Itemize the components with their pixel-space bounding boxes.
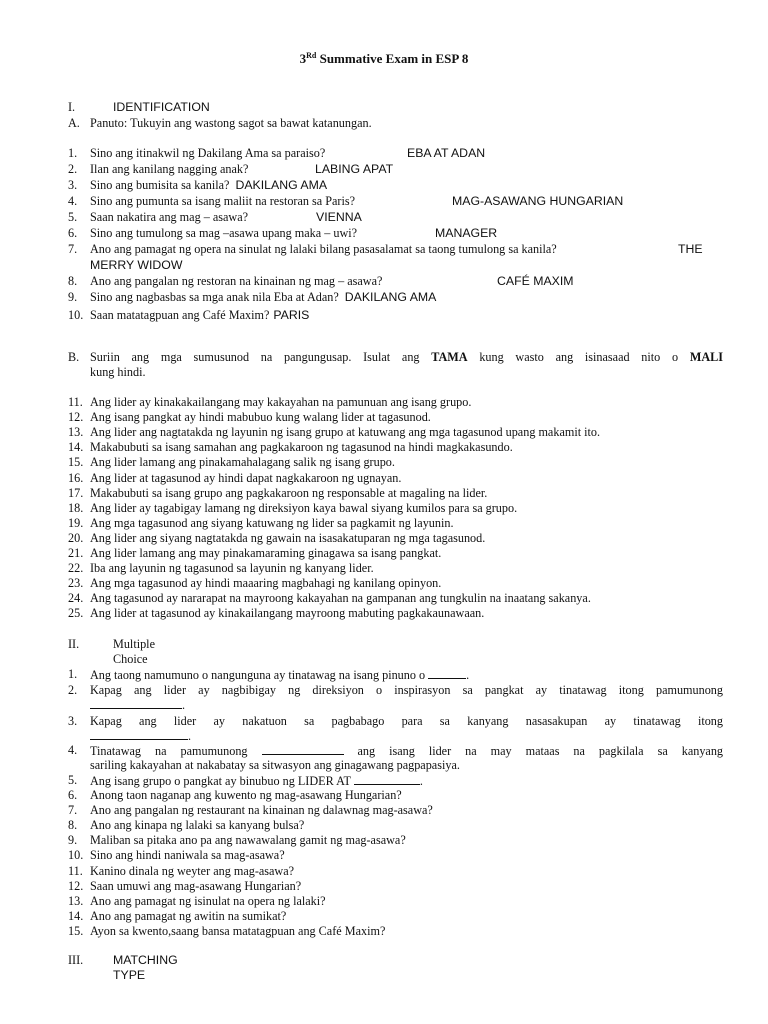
section-heading: MATCHING TYPE [113,953,178,982]
item-number: 22. [68,561,84,576]
answer-blank [90,728,188,740]
statement-text: Ang mga tagasunod ay hindi maaaring magbahagi ng kanilang opinyon. [90,576,442,591]
question-text: Sino ang hindi naniwala sa mag-asawa? [90,848,285,863]
item-number: 23. [68,576,84,591]
answer-text: LABING APAT [315,162,394,176]
answer-blank [262,743,344,755]
section-heading: IDENTIFICATION [113,100,210,114]
instruction-text: Panuto: Tukuyin ang wastong sagot sa bawat katanungan. [90,116,372,130]
item-number: 12. [68,878,84,893]
question-text: Sino ang itinakwil ng Dakilang Ama sa paraiso? [90,146,326,160]
question-text: Ano ang pamagat ng isinulat na opera ng lalaki? [90,893,326,908]
answer-text: CAFÉ MAXIM [497,274,574,288]
item-number: 18. [68,500,84,515]
question-text: Sino ang bumisita sa kanila? [90,178,230,192]
page-title: 3Rd Summative Exam in ESP 8 [299,51,469,66]
item-number: 17. [68,485,84,500]
statement-text: Ang lider ang nagtatakda ng layunin ng isang grupo at katuwang ang mga tagasunod upang makamit ito. [90,425,601,440]
part-letter: A. [68,116,80,130]
statement-text: Ang mga tagasunod ang siyang katuwang ng lider sa pagkamit ng layunin. [90,515,454,530]
item-number: 16. [68,470,84,485]
answer-blank [90,697,182,709]
keyword-mali: MALI [689,350,724,364]
answer-text: VIENNA [316,210,362,224]
question-text: Ilan ang kanilang nagging anak? [90,162,249,176]
answer-blank [354,773,420,785]
item-number: 11. [68,395,83,409]
question-text: Saan nakatira ang mag – asawa? [90,210,249,224]
question-text: Ano ang kinapa ng lalaki sa kanyang bulsa? [90,818,305,833]
item-number: 19. [68,515,84,530]
item-number: 10. [68,848,84,863]
statement-text: Makabubuti sa isang samahan ang pagkakaroon ng tagasunod na hindi magkakasundo. [90,440,513,455]
item-number: 9. [68,833,78,848]
question-text: Ano ang pamagat ng awitin na sumikat? [90,908,287,923]
answer-blank [428,667,466,679]
question-text: Anong taon naganap ang kuwento ng mag-asawang Hungarian? [90,788,402,802]
answer-text: PARIS [273,308,310,322]
item-number: 21. [68,546,84,560]
item-number: 14. [68,908,84,923]
question-text: Ayon sa kwento,saang bansa matatagpuan ang Café Maxim? [90,923,386,938]
item-number: 15. [68,455,84,470]
question-text: Saan matatagpuan ang Café Maxim? [90,308,270,322]
statement-text: Ang lider at tagasunod ay kinakailangang mayroong mabuting pagkakaunawaan. [90,606,485,621]
statement-text: Ang lider ang siyang nagtatakda ng gawain na isasakatuparan ng mga tagasunod. [90,530,486,545]
statement-text: Ang isang pangkat ay hindi mabubuo kung walang lider at tagasunod. [90,410,431,425]
item-number: 8. [68,818,78,833]
answer-text: MERRY WIDOW [90,258,183,272]
item-number: 25. [68,606,84,621]
answer-text: DAKILANG AMA [235,178,328,192]
answer-text: MAG-ASAWANG HUNGARIAN [452,194,624,208]
section-heading: Multiple Choice [113,637,155,666]
question-text: Saan umuwi ang mag-asawang Hungarian? [90,878,302,893]
item-number: 20. [68,530,84,545]
item-number: 6. [68,788,78,802]
statement-text: Ang lider ay tagabigay lamang ng direksiyon kaya bawal siyang kumilos para sa grupo. [90,500,518,515]
question-text: Sino ang pumunta sa isang maliit na restoran sa Paris? [90,194,356,208]
item-number: 13. [68,893,84,908]
statement-text: Ang lider lamang ang pinakamahalagang salik ng isang grupo. [90,455,395,470]
question-text: Kanino dinala ng weyter ang mag-asawa? [90,863,295,878]
statement-text: Iba ang layunin ng tagasunod sa layunin ng kanyang lider. [90,561,374,576]
statement-text: Ang tagasunod ay nararapat na mayroong kakayahan na gampanan ang tungkulin na inaatang sakanya. [90,591,591,606]
item-number: 11. [68,863,83,878]
section-numeral: II. [68,637,80,651]
section-numeral: III. [68,953,84,967]
item-number: 7. [68,803,78,818]
question-text: Maliban sa pitaka ano pa ang nawawalang gamit ng mag-asawa? [90,833,406,848]
item-number: 15. [68,923,84,938]
item-number: 24. [68,591,84,606]
statement-text: Ang lider at tagasunod ay hindi dapat nagkakaroon ng ugnayan. [90,470,402,485]
keyword-tama: TAMA [431,350,468,364]
answer-text: MANAGER [435,226,498,240]
question-text: Ano ang pangalan ng restaurant na kinainan ng dalawnag mag-asawa? [90,803,433,818]
item-number: 13. [68,425,84,440]
answer-text: DAKILANG AMA [344,290,437,304]
statement-text: Makabubuti sa isang grupo ang pagkakaroon ng responsable at magaling na lider. [90,485,488,500]
statement-text: Ang lider ay kinakakailangang may kakayahan na pamunuan ang isang grupo. [90,395,472,409]
item-number: 12. [68,410,84,425]
statement-text: Ang lider lamang ang may pinakamaraming ginagawa sa isang pangkat. [90,546,442,560]
question-text: Ano ang pangalan ng restoran na kinainan ng mag – asawa? [90,274,383,288]
answer-text: THE [678,242,703,256]
part-letter: B. [68,350,80,364]
section-numeral: I. [68,100,76,114]
question-text: Sino ang tumulong sa mag –asawa upang maka – uwi? [90,226,358,240]
question-text: Sino ang nagbasbas sa mga anak nila Eba at Adan? [90,290,339,304]
question-text: Ano ang pamagat ng opera na sinulat ng lalaki bilang pasasalamat sa taong tumulong sa kanila? [90,242,557,256]
answer-text: EBA AT ADAN [407,146,486,160]
item-number: 14. [68,440,84,455]
